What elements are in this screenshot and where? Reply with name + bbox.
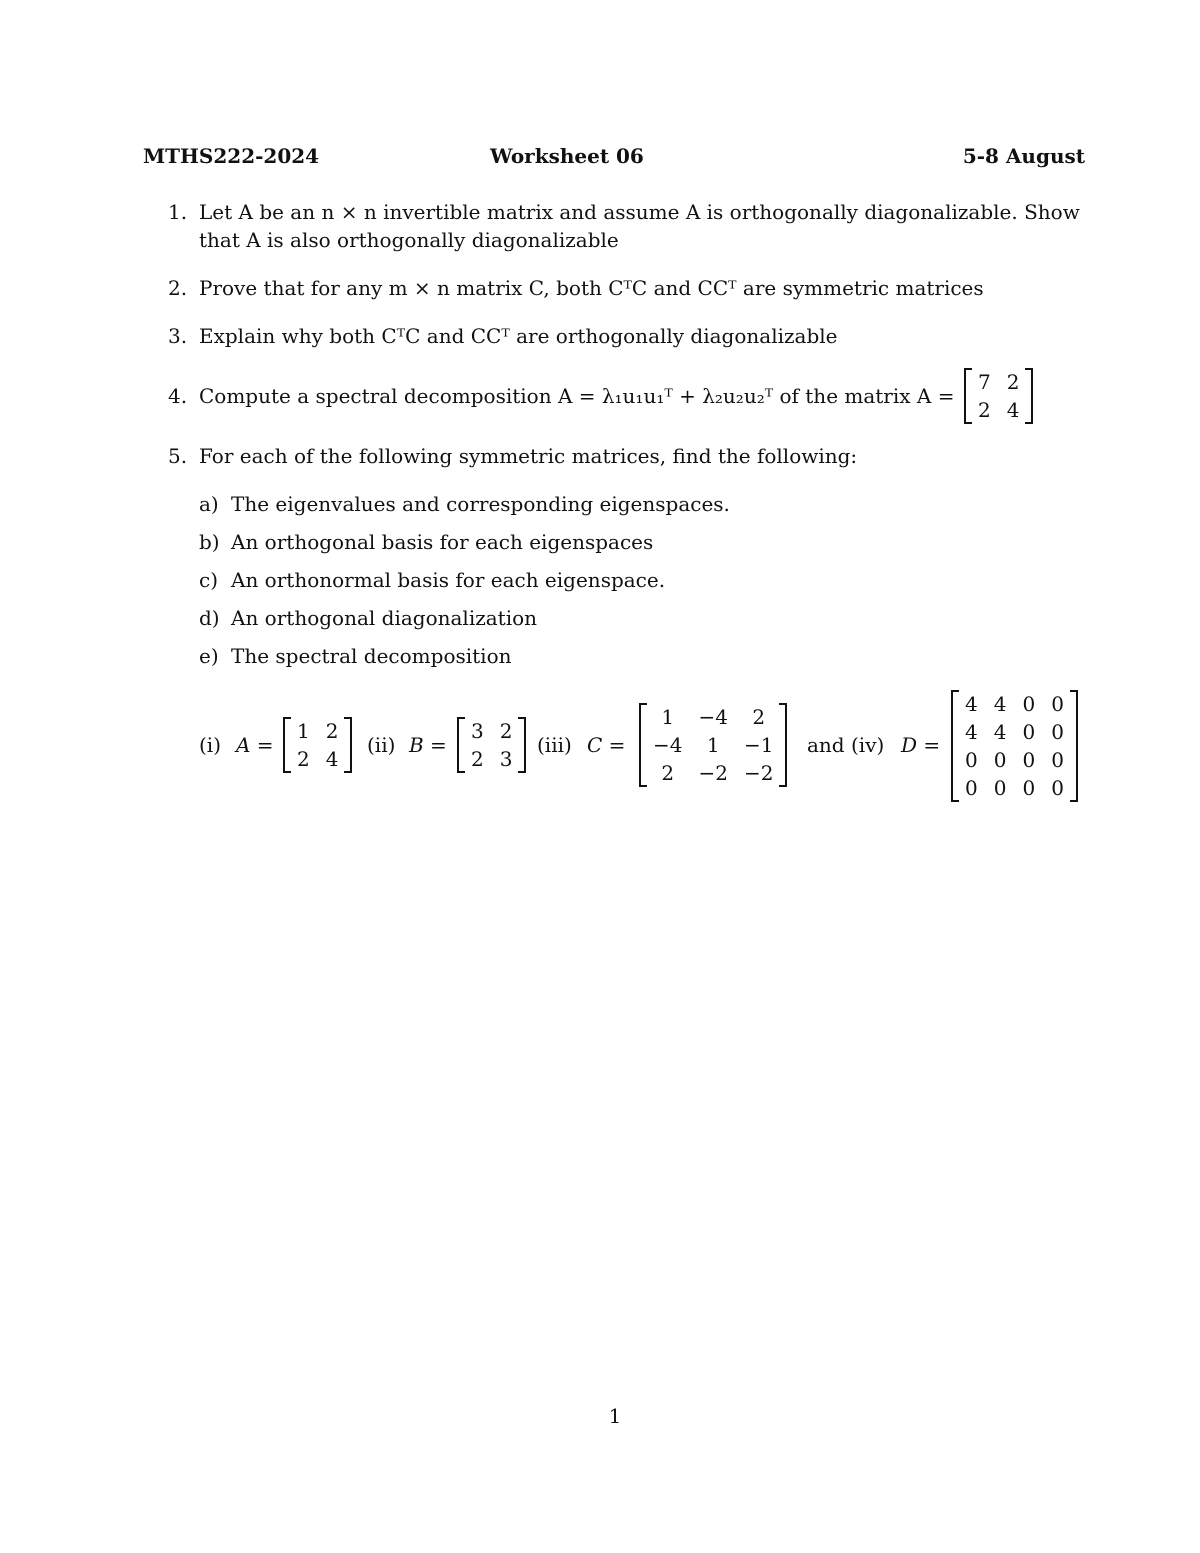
question-number: 3. [168, 324, 188, 348]
subpart-text: An orthogonal diagonalization [231, 606, 538, 630]
matrix-entry: 3 [499, 747, 513, 771]
matrix-entry: 4 [325, 747, 339, 771]
matrix-iii-name: C = [587, 733, 626, 757]
question-number: 1. [168, 200, 188, 224]
matrix-entry: 0 [1051, 748, 1064, 772]
matrix-entry: 0 [1051, 720, 1064, 744]
page-number: 1 [608, 1404, 622, 1428]
question-text: Compute a spectral decomposition A = λ₁u₁u₁ᵀ + λ₂u₂u₂ᵀ of the matrix A = [199, 384, 955, 408]
matrix-bracket [951, 690, 1078, 802]
matrix-entry: −4 [653, 733, 683, 757]
question-5 [168, 442, 1088, 472]
matrix-entry: 1 [297, 719, 310, 743]
matrix-bracket [964, 368, 1033, 424]
matrix-i-label: (i) [199, 733, 222, 757]
matrix-entry: 7 [978, 370, 991, 394]
matrix-entry: 4 [1006, 398, 1020, 422]
matrix-entry: 2 [325, 719, 339, 743]
question-2 [168, 274, 1088, 304]
matrix-entry: 3 [471, 719, 484, 743]
matrix-table [645, 703, 781, 787]
subpart-text: The eigenvalues and corresponding eigenspaces. [231, 492, 730, 516]
matrix-entry: 0 [1022, 776, 1036, 800]
matrix-ii-label: (ii) [367, 733, 396, 757]
question-text-line2: that A is also orthogonally diagonalizable [199, 228, 619, 252]
subpart-text: An orthonormal basis for each eigenspace. [231, 568, 666, 592]
matrix-entry: 0 [993, 748, 1007, 772]
matrix-bracket [283, 717, 352, 773]
page-header [143, 144, 1085, 174]
matrix-i-name: A = [236, 733, 274, 757]
matrix-entry: 4 [965, 692, 978, 716]
matrix-bracket [639, 703, 787, 787]
subpart-text: An orthogonal basis for each eigenspaces [231, 530, 654, 554]
matrix-ii [457, 717, 526, 773]
matrix-entry: 2 [978, 398, 991, 422]
matrix-entry: 2 [499, 719, 513, 743]
matrix-entry: −1 [743, 733, 774, 757]
worksheet-title: Worksheet 06 [490, 144, 644, 168]
subpart-text: The spectral decomposition [231, 644, 512, 668]
question-3 [168, 322, 1088, 352]
matrix-bracket [457, 717, 526, 773]
matrix-table [463, 717, 520, 773]
question-number: 4. [168, 384, 188, 408]
question-number: 2. [168, 276, 188, 300]
matrix-entry: 0 [1051, 776, 1064, 800]
and-text: and [807, 733, 845, 757]
question-text: Explain why both CᵀC and CCᵀ are orthogonally diagonalizable [199, 324, 838, 348]
matrix-entry: 1 [706, 733, 720, 757]
matrix-entry: 2 [1006, 370, 1020, 394]
matrices-row [199, 690, 1089, 804]
question-number: 5. [168, 444, 188, 468]
matrix-ii-name: B = [409, 733, 447, 757]
matrix-entry: −2 [743, 761, 774, 785]
matrix-table [289, 717, 346, 773]
matrix-entry: 4 [965, 720, 978, 744]
matrix-iv-label: (iv) [851, 733, 885, 757]
matrix-iv-name: D = [901, 733, 941, 757]
matrix-i [283, 717, 352, 773]
matrix-entry: −4 [698, 705, 728, 729]
matrix-entry: 4 [993, 692, 1007, 716]
subpart-label: e) [199, 644, 219, 668]
matrix-entry: 0 [1022, 720, 1036, 744]
matrix-iv [951, 690, 1078, 802]
matrix-table [970, 368, 1027, 424]
matrix-entry: 4 [993, 720, 1007, 744]
matrix-entry: −2 [698, 761, 728, 785]
matrix-iii [639, 703, 787, 787]
question-4 [168, 368, 1088, 428]
matrix-entry: 2 [297, 747, 310, 771]
matrix-iii-label: (iii) [537, 733, 572, 757]
matrix-entry: 0 [965, 748, 978, 772]
matrix-table [957, 690, 1072, 802]
matrix-entry: 0 [1051, 692, 1064, 716]
matrix-entry: 0 [993, 776, 1007, 800]
question-text: Prove that for any m × n matrix C, both CᵀC and CCᵀ are symmetric matrices [199, 276, 984, 300]
subpart-label: b) [199, 530, 220, 554]
matrix-entry: 0 [1022, 692, 1036, 716]
subpart-label: a) [199, 492, 219, 516]
matrix-entry: 2 [752, 705, 766, 729]
subpart-label: c) [199, 568, 219, 592]
course-code: MTHS222-2024 [143, 144, 320, 168]
matrix-entry: 1 [661, 705, 675, 729]
question-text: For each of the following symmetric matrices, find the following: [199, 444, 858, 468]
question-text-line1: Let A be an n × n invertible matrix and assume A is orthogonally diagonalizable. Show [199, 200, 1080, 224]
subpart-label: d) [199, 606, 220, 630]
question-1 [168, 198, 1088, 258]
worksheet-dates: 5-8 August [962, 144, 1085, 168]
matrix-entry: 2 [661, 761, 675, 785]
matrix-entry: 0 [965, 776, 978, 800]
matrix-q4 [964, 368, 1033, 424]
matrix-entry: 2 [471, 747, 484, 771]
matrix-entry: 0 [1022, 748, 1036, 772]
